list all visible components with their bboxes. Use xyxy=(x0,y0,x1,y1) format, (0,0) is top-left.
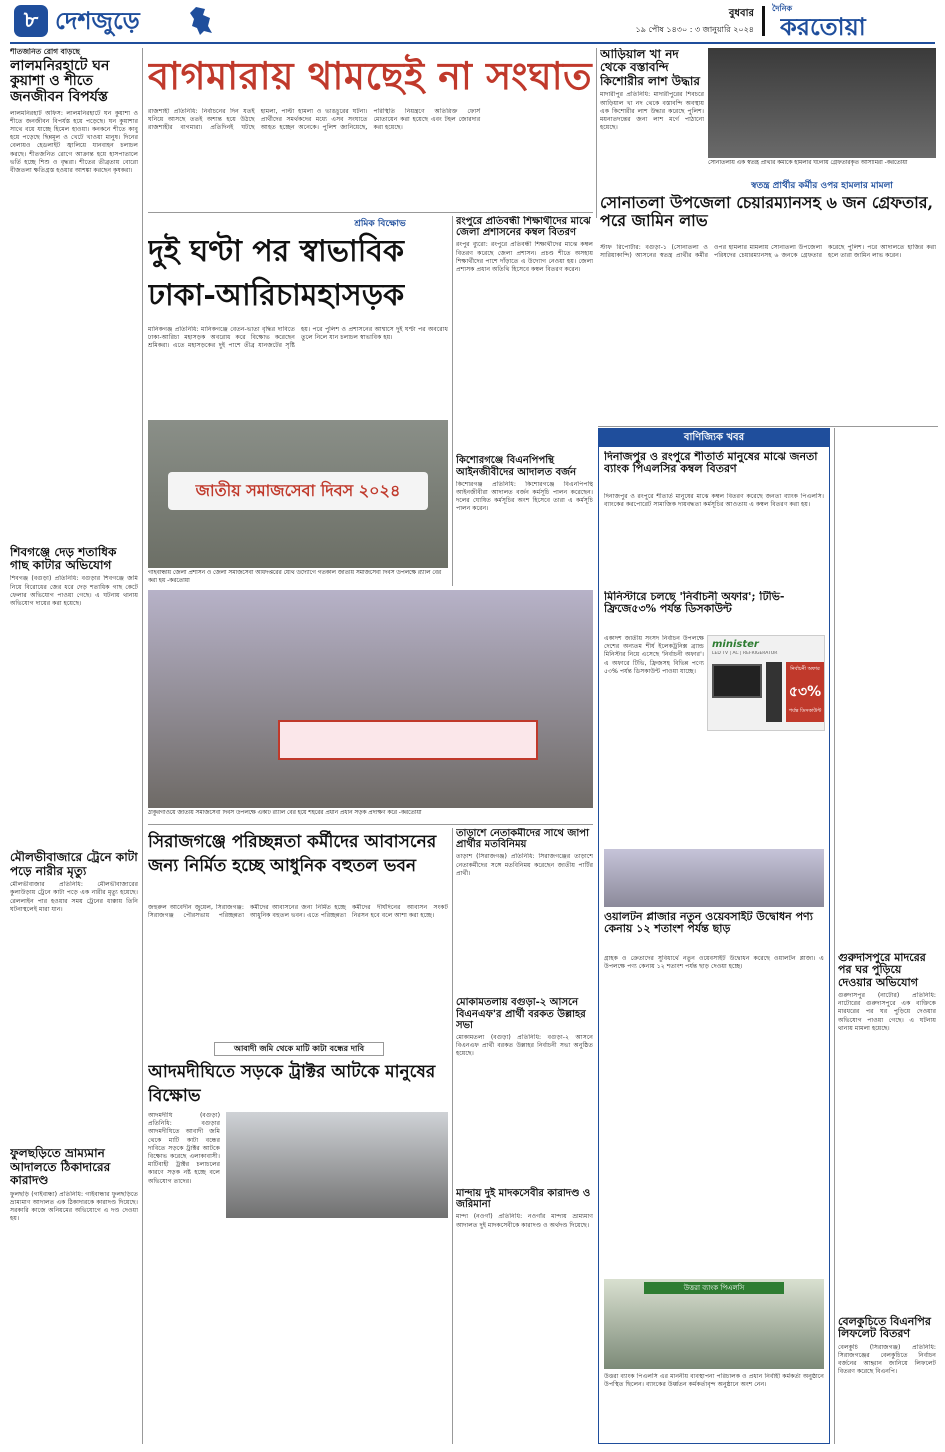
adamdighi-kicker-box xyxy=(214,1042,384,1056)
rule-col3 xyxy=(452,216,453,586)
lead-headline: বাগমারায় থামছেই না সংঘাত xyxy=(148,53,593,98)
sirajganj-body-right xyxy=(300,904,448,1038)
page-number-badge xyxy=(14,5,48,37)
left-headline-4: ফুলছড়িতে ভ্রাম্যমান আদালতে ঠিকাদারের কারাদণ্ড xyxy=(10,1146,111,1188)
left-column xyxy=(10,48,138,1444)
labor-headline: দুই ঘণ্টা পর স্বাভাবিক ঢাকা-আরিচামহাসড়ক xyxy=(148,234,405,313)
arrest-photo xyxy=(708,48,936,158)
adamdighi-body-cont xyxy=(226,1222,448,1444)
rally-banner-text: জাতীয় সমাজসেবা দিবস ২০২৪ xyxy=(195,481,401,500)
offer-percent: ৫৩% xyxy=(788,684,822,700)
walton-photo xyxy=(604,849,824,907)
left-body-3: মৌলভীবাজার প্রতিনিধি: মৌলভীবাজারের কুলাউড়ায় ট্রেনে কাটা পড়ে এক নারীর মৃত্যু হয়েছে। রেললাইন পার হওয়ার সময় ট্রেনের ধাক্কায় তিনি ঘটনাস্থলেই মারা যান। xyxy=(10,881,138,913)
left-body: লালমনিরহাট অফিস: লালমনিরহাটে ঘন কুয়াশা ও শীতে জনজীবন বিপর্যস্ত হয়ে পড়েছে। ঘন কুয়াশার সাথে বয়ে যাচ্ছে হিমেল হাওয়া। কনকনে শীতে কাবু হয়ে পড়েছে ছিন্নমূল ও খেটে খাওয়া মানুষ। দিনের বেলায়ও হেডলাইট জ্বালিয়ে যানবাহন চলাচল করছে। শীতজনিত রোগে আক্রান্ত হয়ে হাসপাতালে ভর্তি হচ্ছে শিশু ও বৃদ্ধরা। শীতের তীব্রতায় বোরো বীজতলা ক্ষতিগ্রস্ত হওয়ার আশঙ্কা করছেন কৃষকরা। xyxy=(10,109,138,174)
offer-title: নির্বাচনী অফার xyxy=(790,666,820,672)
sonatola-body-cont xyxy=(838,428,936,948)
tractor-photo xyxy=(226,1112,448,1218)
uttara-photo xyxy=(604,1279,824,1369)
rally-banner xyxy=(168,472,428,510)
belkuchi-headline: বেলকুচিতে বিএনপির লিফলেট বিতরণ xyxy=(838,1314,931,1341)
issue-date: ১৯ পৌষ ১৪৩০ : ৩ জানুয়ারি ২০২৪ xyxy=(635,25,754,34)
minister-headline: মিনিস্টারে চলছে 'নির্বাচনী অফার'; টিভি-ফ্রিজে৫৩% পর্যন্ত ডিসকাউন্ট xyxy=(604,591,785,616)
minister-tagline: LED TV | AC | REFRIGERATOR xyxy=(712,651,778,656)
sonatola-body: স্টাফ রিপোর্টার: বগুড়া-১ (সোনাতলা ও সারিয়াকান্দি) আসনের স্বতন্ত্র প্রার্থীর কর্মীর ওপর হামলার মামলায় সোনাতলা উপজেলা পরিষদের চেয়ারম্যানসহ ৬ জনকে গ্রেফতার করেছে পুলিশ। পরে আদালতে হাজির করা হলে তারা জামিন লাভ করেন। xyxy=(600,244,936,260)
rule-mid xyxy=(148,824,593,825)
col3-headline-2: কিশোরগঞ্জে বিএনপিপন্থি আইনজীবীদের আদালত বর্জন xyxy=(456,455,577,478)
rally-photo-1 xyxy=(148,420,448,568)
commercial-box xyxy=(598,428,830,1444)
adamdighi-headline: আদমদীঘিতে সড়কে ট্রাক্টর আটকে মানুষের বিক্ষোভ xyxy=(148,1062,436,1106)
commercial-title: বাণিজ্যিক খবর xyxy=(683,432,745,443)
rule-far-right xyxy=(834,428,835,1444)
gurudaspur-body: গুরুদাসপুর (নাটোর) প্রতিনিধি: নাটোরের গুরুদাসপুরে এক ব্যক্তিকে মারধরের পর ঘর পুড়িয়ে দেওয়ার অভিযোগ পাওয়া গেছে। এ ঘটনায় থানায় মামলা হয়েছে। xyxy=(838,991,936,1032)
uttara-banner: উত্তরা ব্যাংক পিএলসি xyxy=(644,1282,784,1294)
left-headline: লালমনিরহাটে ঘন কুয়াশা ও শীতে জনজীবন বিপর্যস্ত xyxy=(10,57,110,105)
fridge-icon xyxy=(766,662,782,722)
left-body-2: শিবগঞ্জ (বগুড়া) প্রতিনিধি: বগুড়ার শিবগঞ্জে জমি নিয়ে বিরোধের জের ধরে দেড় শতাধিক গাছ কেটে ফেলার অভিযোগ পাওয়া গেছে। এ ঘটনায় থানায় অভিযোগ দায়ের করা হয়েছে। xyxy=(10,575,138,607)
minister-body: একাদশ জাতীয় সংসদ নির্বাচন উপলক্ষে দেশের অন্যতম শীর্ষ ইলেকট্রনিক্স ব্র্যান্ড মিনিস্টার নিয়ে এসেছে 'নির্বাচনী অফার'। এ অফারে টিভি, ফ্রিজসহ বিভিন্ন পণ্যে ৫৩% পর্যন্ত ডিসকাউন্ট পাওয়া যাচ্ছে। xyxy=(604,635,704,675)
offer-badge xyxy=(786,662,824,722)
rule-col3-b xyxy=(452,828,453,1444)
col3-body-5: মান্দা (নওগাঁ) প্রতিনিধি: নওগাঁর মান্দায় ভ্রাম্যমাণ আদালত দুই মাদকসেবীকে কারাদণ্ড ও অর্থদণ্ড দিয়েছে। xyxy=(456,1213,593,1229)
rally-caption-2: ঠাকুরগাঁওয়ে জাতীয় সমাজসেবা দিবস উপলক্ষে একটি র‌্যালি বের হয়ে শহরের প্রধান প্রধান সড়ক প্রদক্ষিণ করে -করতোয়া xyxy=(148,810,422,816)
river-headline: আড়িয়াল খা নদ থেকে বস্তাবন্দি কিশোরীর লাশ উদ্ধার xyxy=(600,48,700,88)
sirajganj-headline: সিরাজগঞ্জে পরিচ্ছন্নতা কর্মীদের আবাসনের জন্য নির্মিত হচ্ছে আধুনিক বহুতল ভবন xyxy=(148,832,437,876)
lead-body: রাজশাহী প্রতিনিধি: নির্বাচনের দিন যতই ঘনিয়ে আসছে ততই অশান্ত হয়ে উঠছে রাজশাহীর বাগমারা। প্রতিদিনই ঘটছে হামলা, পাল্টা হামলা ও ভাঙচুরের ঘটনা। প্রার্থীদের সমর্থকদের মধ্যে এসব সংঘাতে আহত হচ্ছেন অনেকে। পুলিশ জানিয়েছে, পরিস্থিতি নিয়ন্ত্রণে অতিরিক্ত ফোর্স মোতায়েন করা হয়েছে এবং টহল জোরদার করা হয়েছে। xyxy=(148,108,481,132)
sonatola-kicker: স্বতন্ত্র প্রার্থীর কর্মীর ওপর হামলার মামলা xyxy=(751,181,893,191)
offer-subtitle: পর্যন্ত ডিসকাউন্ট xyxy=(788,708,822,714)
walton-headline: ওয়ালটন প্লাজার নতুন ওয়েবসাইট উদ্বোধন পণ্য কেনায় ১২ শতাংশ পর্যন্ত ছাড় xyxy=(604,911,813,936)
rally-caption-1: গাইবান্ধায় জেলা প্রশাসন ও জেলা সমাজসেবা অধিদপ্তরের যৌথ উদ্যোগে গতকাল জাতীয় সমাজসেবা দিবস উপলক্ষে র‌্যালি বের করা হয় -করতোয়া xyxy=(148,570,442,584)
minister-logo: minister xyxy=(712,639,759,650)
adamdighi-kicker: আবাদী জমি থেকে মাটি কাটা বন্ধের দাবি xyxy=(233,1044,365,1053)
paper-name-small: দৈনিক xyxy=(772,4,793,13)
left-body-4: ফুলছড়ি (গাইবান্ধা) প্রতিনিধি: গাইবান্ধার ফুলছড়িতে ভ্রাম্যমাণ আদালত এক ঠিকাদারকে কারাদণ্ড দিয়েছে। সরকারি কাজে অনিয়মের অভিযোগে এ দণ্ড দেওয়া হয়। xyxy=(10,1190,138,1223)
minister-body-cont xyxy=(707,735,825,809)
left-kicker: শীতজনিত রোগ বাড়ছে xyxy=(10,48,80,56)
janata-headline: দিনাজপুর ও রংপুরে শীতার্ত মানুষের মাঝে জনতা ব্যাংক পিএলসির কম্বল বিতরণ xyxy=(604,451,818,476)
belkuchi-body: বেলকুচি (সিরাজগঞ্জ) প্রতিনিধি: সিরাজগঞ্জের বেলকুচিতে নির্বাচন বর্জনের আহ্বান জানিয়ে লিফলেট বিতরণ করেছে বিএনপি। xyxy=(838,1343,936,1376)
gurudaspur-headline: গুরুদাসপুরে মাদরের পর ঘর পুড়িয়ে দেওয়ার অভিযোগ xyxy=(838,951,926,989)
rule-lead xyxy=(148,212,593,213)
column-3 xyxy=(456,216,593,586)
col3-headline-4: মোকামতলায় বগুড়া-২ আসনে বিএনএফ'র প্রার্থী বরকত উল্লাহর সভা xyxy=(456,997,586,1031)
left-headline-2: শিবগঞ্জে দেড় শতাধিক গাছ কাটার অভিযোগ xyxy=(10,544,117,572)
far-right-column xyxy=(838,428,936,1444)
left-headline-3: মৌলভীবাজারে ট্রেনে কাটা পড়ে নারীর মৃত্যু xyxy=(10,850,138,878)
masthead xyxy=(0,0,945,42)
tv-icon xyxy=(712,664,762,698)
labor-kicker: শ্রমিক বিক্ষোভ xyxy=(354,219,406,228)
column-4 xyxy=(600,48,704,218)
col3-body-2: কিশোরগঞ্জ প্রতিনিধি: কিশোরগঞ্জে বিএনপিপন্থি আইনজীবীরা আদালত বর্জন কর্মসূচি পালন করেছেন। দলের ঘোষিত কর্মসূচির অংশ হিসেবে তারা এ কর্মসূচি পালন করেন। xyxy=(456,480,593,513)
minister-ad xyxy=(707,635,825,731)
col3-headline-3: তাড়াশে নেতাকর্মীদের সাথে জাপা প্রার্থীর মতবিনিময় xyxy=(456,828,589,851)
col3-body-3: তাড়াশ (সিরাজগঞ্জ) প্রতিনিধি: সিরাজগঞ্জের তাড়াশে নেতাকর্মীদের সঙ্গে মতবিনিময় করেছেন জাতীয় পার্টির প্রার্থী। xyxy=(456,853,593,877)
sirajganj-body: জহুরুল আবেদীন জুয়েল, সিরাজগঞ্জ: সিরাজগঞ্জ পৌরসভায় পরিচ্ছন্নতা কর্মীদের আবাসনের জন্য নির্মিত হচ্ছে আধুনিক বহুতল ভবন। এতে পরিচ্ছন্নতা কর্মীদের দীর্ঘদিনের আবাসন সংকট নিরসন হবে বলে আশা করা হচ্ছে। xyxy=(148,904,448,920)
river-body: মাদারীপুর প্রতিনিধি: মাদারীপুরের শিবচরে আড়িয়াল খা নদ থেকে বস্তাবন্দি অবস্থায় এক কিশোরীর লাশ উদ্ধার করেছে পুলিশ। ময়নাতদন্তের জন্য লাশ মর্গে পাঠানো হয়েছে। xyxy=(600,91,704,132)
rally-banner-2 xyxy=(278,720,538,760)
page-number: ৮ xyxy=(23,8,39,33)
sonatola-headline: সোনাতলা উপজেলা চেয়ারম্যানসহ ৬ জন গ্রেফতার, পরে জামিন লাভ xyxy=(600,194,934,230)
col3-headline-5: মান্দায় দুই মাদকসেবীর কারাদণ্ড ও জরিমানা xyxy=(456,1187,591,1211)
col3-headline-1: রংপুরে প্রতিবন্ধী শিক্ষার্থীদের মাঝে জেলা প্রশাসনের কম্বল বিতরণ xyxy=(456,216,591,239)
paper-name: করতোয়া xyxy=(780,12,866,39)
janata-body: দিনাজপুর ও রংপুরে শীতার্ত মানুষের মাঝে কম্বল বিতরণ করেছে জনতা ব্যাংক পিএলসি। ব্যাংকের করপোরেট সামাজিক দায়বদ্ধতা কর্মসূচির আওতায় এ কম্বল বিতরণ করা হয়। xyxy=(604,493,824,509)
masthead-divider xyxy=(762,6,765,36)
adamdighi-body: আদমদীঘি (বগুড়া) প্রতিনিধি: বগুড়ার আদমদীঘিতে আবাদী জমি থেকে মাটি কাটা বন্ধের দাবিতে সড়কে ট্রাক্টর আটকে বিক্ষোভ করেছে এলাকাবাসী। মাটিবাহী ট্রাক্টর চলাচলের কারণে সড়ক নষ্ট হচ্ছে বলে অভিযোগ তাদের। xyxy=(148,1112,220,1185)
masthead-rule xyxy=(10,42,935,44)
rule-col4 xyxy=(596,48,597,218)
issue-day: বুধবার xyxy=(728,8,754,19)
commercial-title-bar xyxy=(599,429,829,447)
uttara-body: উত্তরা ব্যাংক পিএলসি এর মাননীয় ব্যবস্থাপনা পরিচালক ও প্রধান নির্বাহী কর্মকর্তা অনুষ্ঠানে উপস্থিত ছিলেন। ব্যাংকের উর্ধ্বতন কর্মকর্তাবৃন্দ অনুষ্ঠানে অংশ নেন। xyxy=(604,1373,824,1389)
column-3-lower xyxy=(456,828,593,1444)
section-name: দেশজুড়ে xyxy=(55,6,140,35)
arrest-photo-caption: সোনাতলায় এক স্বতন্ত্র প্রার্থীর কর্মীকে হামলার ঘটনায় গ্রেফতারকৃত আসামিরা -করতোয়া xyxy=(708,160,908,166)
rule-left xyxy=(142,48,143,1444)
rule-right-top xyxy=(598,426,938,427)
col3-body-4: মোকামতলা (বগুড়া) প্রতিনিধি: বগুড়া-২ আসনে বিএনএফ প্রার্থী বরকত উল্লাহর নির্বাচনী সভা অনুষ্ঠিত হয়েছে। xyxy=(456,1033,593,1058)
labor-body: মানিকগঞ্জ প্রতিনিধি: মানিকগঞ্জে বেতন-ভাতা বৃদ্ধির দাবিতে ঢাকা-আরিচা মহাসড়ক অবরোধ করে বিক্ষোভ করেছেন শ্রমিকরা। এতে মহাসড়কের দুই পাশে তীব্র যানজটের সৃষ্টি হয়। পরে পুলিশ ও প্রশাসনের আশ্বাসে দুই ঘণ্টা পর অবরোধ তুলে নিলে যান চলাচল স্বাভাবিক হয়। xyxy=(148,326,448,350)
walton-body: গ্রাহক ও ক্রেতাদের সুবিধার্থে নতুন ওয়েবসাইট উদ্বোধন করেছে ওয়ালটন প্লাজা। এ উপলক্ষে পণ্য কেনায় ১২ শতাংশ পর্যন্ত ছাড় দেওয়া হচ্ছে। xyxy=(604,955,824,971)
col3-body-1: রংপুর ব্যুরো: রংপুরে প্রতিবন্ধী শিক্ষার্থীদের মাঝে কম্বল বিতরণ করেছে জেলা প্রশাসন। প্রচণ্ড শীতে অসহায় শিক্ষার্থীদের পাশে দাঁড়াতে এ উদ্যোগ নেওয়া হয়। জেলা প্রশাসক প্রধান অতিথি হিসেবে কম্বল বিতরণ করেন। xyxy=(456,241,593,273)
rally-photo-2 xyxy=(148,590,593,808)
bd-map-icon xyxy=(188,6,214,36)
